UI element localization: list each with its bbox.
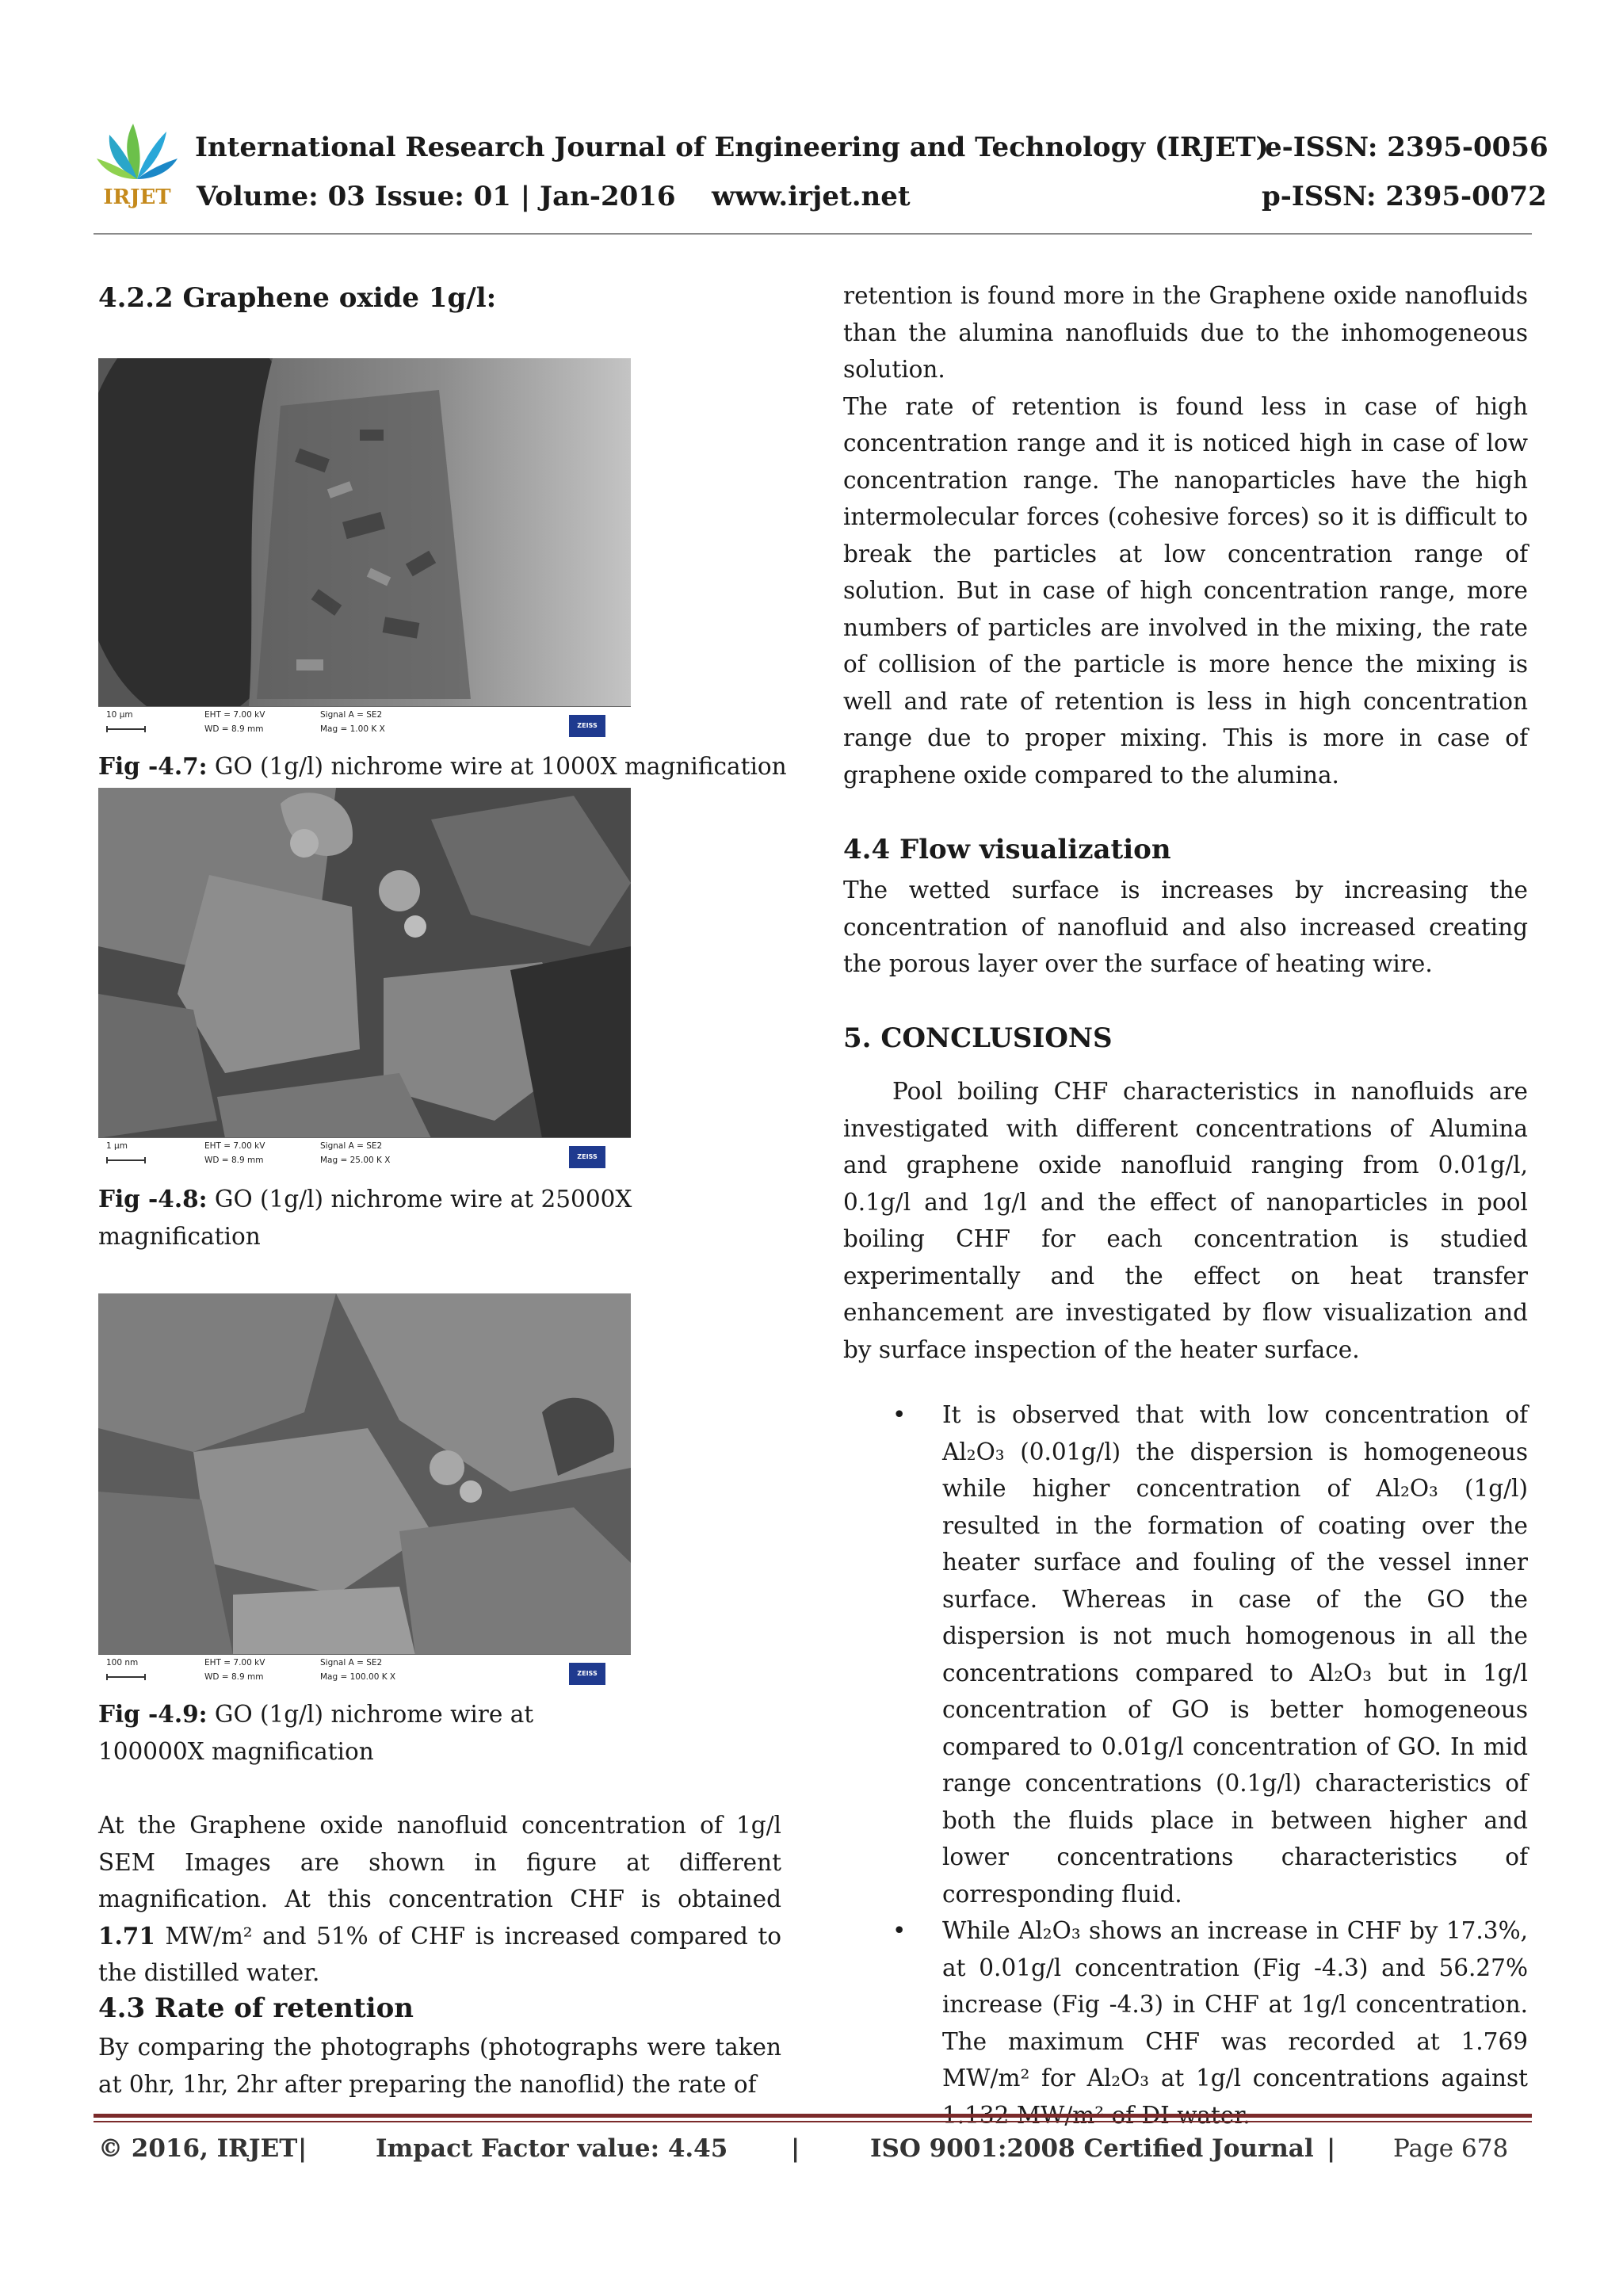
retention-paragraph-start: By comparing the photographs (photographs were taken at 0hr, 1hr, 2hr after preparing the nanoflid) the rate of xyxy=(98,2034,781,2098)
figure-4-7-caption xyxy=(98,748,812,785)
sem-info-bar xyxy=(98,1137,631,1176)
eht-value: EHT = 7.00 kV xyxy=(204,1658,265,1668)
scale-label: 10 µm xyxy=(106,710,133,720)
heading-4-4: 4.4 Flow visualization xyxy=(843,834,1171,865)
bullet-icon: • xyxy=(892,1401,907,1428)
wd-value: WD = 8.9 mm xyxy=(204,1156,264,1165)
figure-4-8-caption xyxy=(98,1181,637,1255)
figure-4-9-text: GO (1g/l) nichrome wire at 100000X magnification xyxy=(98,1701,534,1765)
footer-impact-factor: Impact Factor value: 4.45 xyxy=(376,2134,728,2163)
conclusions-list xyxy=(843,1396,1528,2134)
signal-value: Signal A = SE2 xyxy=(320,1658,383,1668)
left-text-block xyxy=(98,1807,781,1992)
heading-4-3: 4.3 Rate of retention xyxy=(98,1992,414,2024)
scale-bar xyxy=(106,726,146,732)
retention-paragraph-2: The rate of retention is found less in case of high concentration range and it is noticed high in case of low concentration range. The nanoparticles have the high intermolecular forces (cohesive forces) so it is difficult to break the particles at low concentration range of solution. But in case of high concentration range, more numbers of particles are involved in the mixing, the rate of collision of the particle is more hence the mixing is well and rate of retention is less in high concentration range due to proper mixing. This is more in case of graphene oxide compared to the alumina. xyxy=(843,392,1528,789)
zeiss-logo: ZEISS xyxy=(569,1663,605,1685)
scale-label: 1 µm xyxy=(106,1141,128,1151)
header-divider xyxy=(94,233,1532,235)
flow-block xyxy=(843,872,1528,983)
footer-copyright: © 2016, IRJET xyxy=(98,2134,298,2163)
footer-separator: | xyxy=(791,2134,800,2163)
sem-paragraph xyxy=(98,1807,781,1992)
figure-4-9-image xyxy=(98,1293,631,1693)
figure-4-7-image xyxy=(98,358,631,745)
sem-info-bar xyxy=(98,1654,631,1693)
figure-4-9-label: Fig -4.9: xyxy=(98,1700,208,1728)
figure-4-7-text: GO (1g/l) nichrome wire at 1000X magnification xyxy=(207,753,787,780)
journal-title: International Research Journal of Engineering and Technology (IRJET) xyxy=(195,132,1269,163)
figure-4-7-label: Fig -4.7: xyxy=(98,752,208,780)
bullet-text: While Al₂O₃ shows an increase in CHF by 17.3%, at 0.01g/l concentration (Fig -4.3) and 56.27% increase (Fig -4.3) in CHF at 1g/l concentration. The maximum CHF was recorded at 1.769 MW/m² for Al₂O₃ at 1g/l concentrations against 1.132 MW/m² of DI water. xyxy=(942,1917,1528,2129)
zeiss-logo: ZEISS xyxy=(569,715,605,737)
e-issn: e-ISSN: 2395-0056 xyxy=(1265,132,1549,163)
signal-value: Signal A = SE2 xyxy=(320,710,383,720)
eht-value: EHT = 7.00 kV xyxy=(204,1141,265,1151)
figure-4-8-label: Fig -4.8: xyxy=(98,1185,208,1213)
website-link[interactable]: www.irjet.net xyxy=(712,181,911,212)
eht-value: EHT = 7.00 kV xyxy=(204,710,265,720)
footer-separator: | xyxy=(1327,2134,1336,2163)
wd-value: WD = 8.9 mm xyxy=(204,1672,264,1682)
logo-text: IRJET xyxy=(103,185,171,209)
figure-4-8-text: GO (1g/l) nichrome wire at 25000X magnification xyxy=(98,1186,632,1250)
sem-paragraph-part-2: MW/m² and 51% of CHF is increased compared to the distilled water. xyxy=(98,1922,781,1986)
footer-divider-thin xyxy=(94,2121,1532,2122)
bullet-text: It is observed that with low concentration of Al₂O₃ (0.01g/l) the dispersion is homogeneous while higher concentration of Al₂O₃ (1g/l) resulted in the formation of coating over the heater surface and fouling of the vessel inner surface. Whereas in case of the GO the dispersion is not much homogenous in all the concentrations compared to Al₂O₃ but in 1g/l concentration of GO is better homogeneous compared to 0.01g/l concentration of GO. In mid range concentrations (0.1g/l) characteristics of both the fluids place in between higher and lower concentrations characteristics of corresponding fluid. xyxy=(942,1401,1528,1908)
figure-4-9-caption xyxy=(98,1696,637,1770)
list-item xyxy=(843,1396,1528,1912)
zeiss-logo: ZEISS xyxy=(569,1146,605,1168)
wd-value: WD = 8.9 mm xyxy=(204,724,264,734)
mag-value: Mag = 25.00 K X xyxy=(320,1156,391,1165)
footer-iso: ISO 9001:2008 Certified Journal xyxy=(870,2134,1314,2163)
left-retention-block xyxy=(98,2029,781,2103)
heading-5: 5. CONCLUSIONS xyxy=(843,1022,1113,1054)
conclusions-block xyxy=(843,1073,1528,1368)
list-item xyxy=(843,1912,1528,2134)
right-text-block xyxy=(843,277,1528,793)
scale-bar xyxy=(106,1674,146,1680)
bullet-icon: • xyxy=(892,1917,907,1944)
p-issn: p-ISSN: 2395-0072 xyxy=(1262,181,1547,212)
sem-paragraph-bold-value: 1.71 xyxy=(98,1921,155,1950)
flow-paragraph: The wetted surface is increases by increasing the concentration of nanofluid and also increased creating the porous layer over the surface of heating wire. xyxy=(843,877,1528,977)
sem-paragraph-part-1: At the Graphene oxide nanofluid concentration of 1g/l SEM Images are shown in figure at different magnification. At this concentration CHF is obtained xyxy=(98,1812,781,1912)
scale-label: 100 nm xyxy=(106,1658,139,1668)
signal-value: Signal A = SE2 xyxy=(320,1141,383,1151)
irjet-logo xyxy=(94,117,181,212)
mag-value: Mag = 1.00 K X xyxy=(320,724,385,734)
retention-paragraph-cont: retention is found more in the Graphene oxide nanofluids than the alumina nanofluids due to the inhomogeneous solution. xyxy=(843,282,1528,383)
footer-divider-thick xyxy=(94,2114,1532,2118)
volume-issue: Volume: 03 Issue: 01 | Jan-2016 xyxy=(197,181,676,212)
figure-4-8-image xyxy=(98,788,631,1176)
conclusions-paragraph: Pool boiling CHF characteristics in nanofluids are investigated with different concentrations of Alumina and graphene oxide nanofluid ranging from 0.01g/l, 0.1g/l and 1g/l and the effect of nanoparticles in pool boiling CHF for each concentration is studied experimentally and the effect on heat transfer enhancement are investigated by flow visualization and by surface inspection of the heater surface. xyxy=(843,1078,1528,1363)
heading-4-2-2: 4.2.2 Graphene oxide 1g/l: xyxy=(98,282,497,314)
scale-bar xyxy=(106,1157,146,1163)
mag-value: Mag = 100.00 K X xyxy=(320,1672,396,1682)
footer-page-number: Page 678 xyxy=(1393,2134,1509,2163)
sem-info-bar xyxy=(98,706,631,745)
footer-separator: | xyxy=(298,2134,307,2163)
